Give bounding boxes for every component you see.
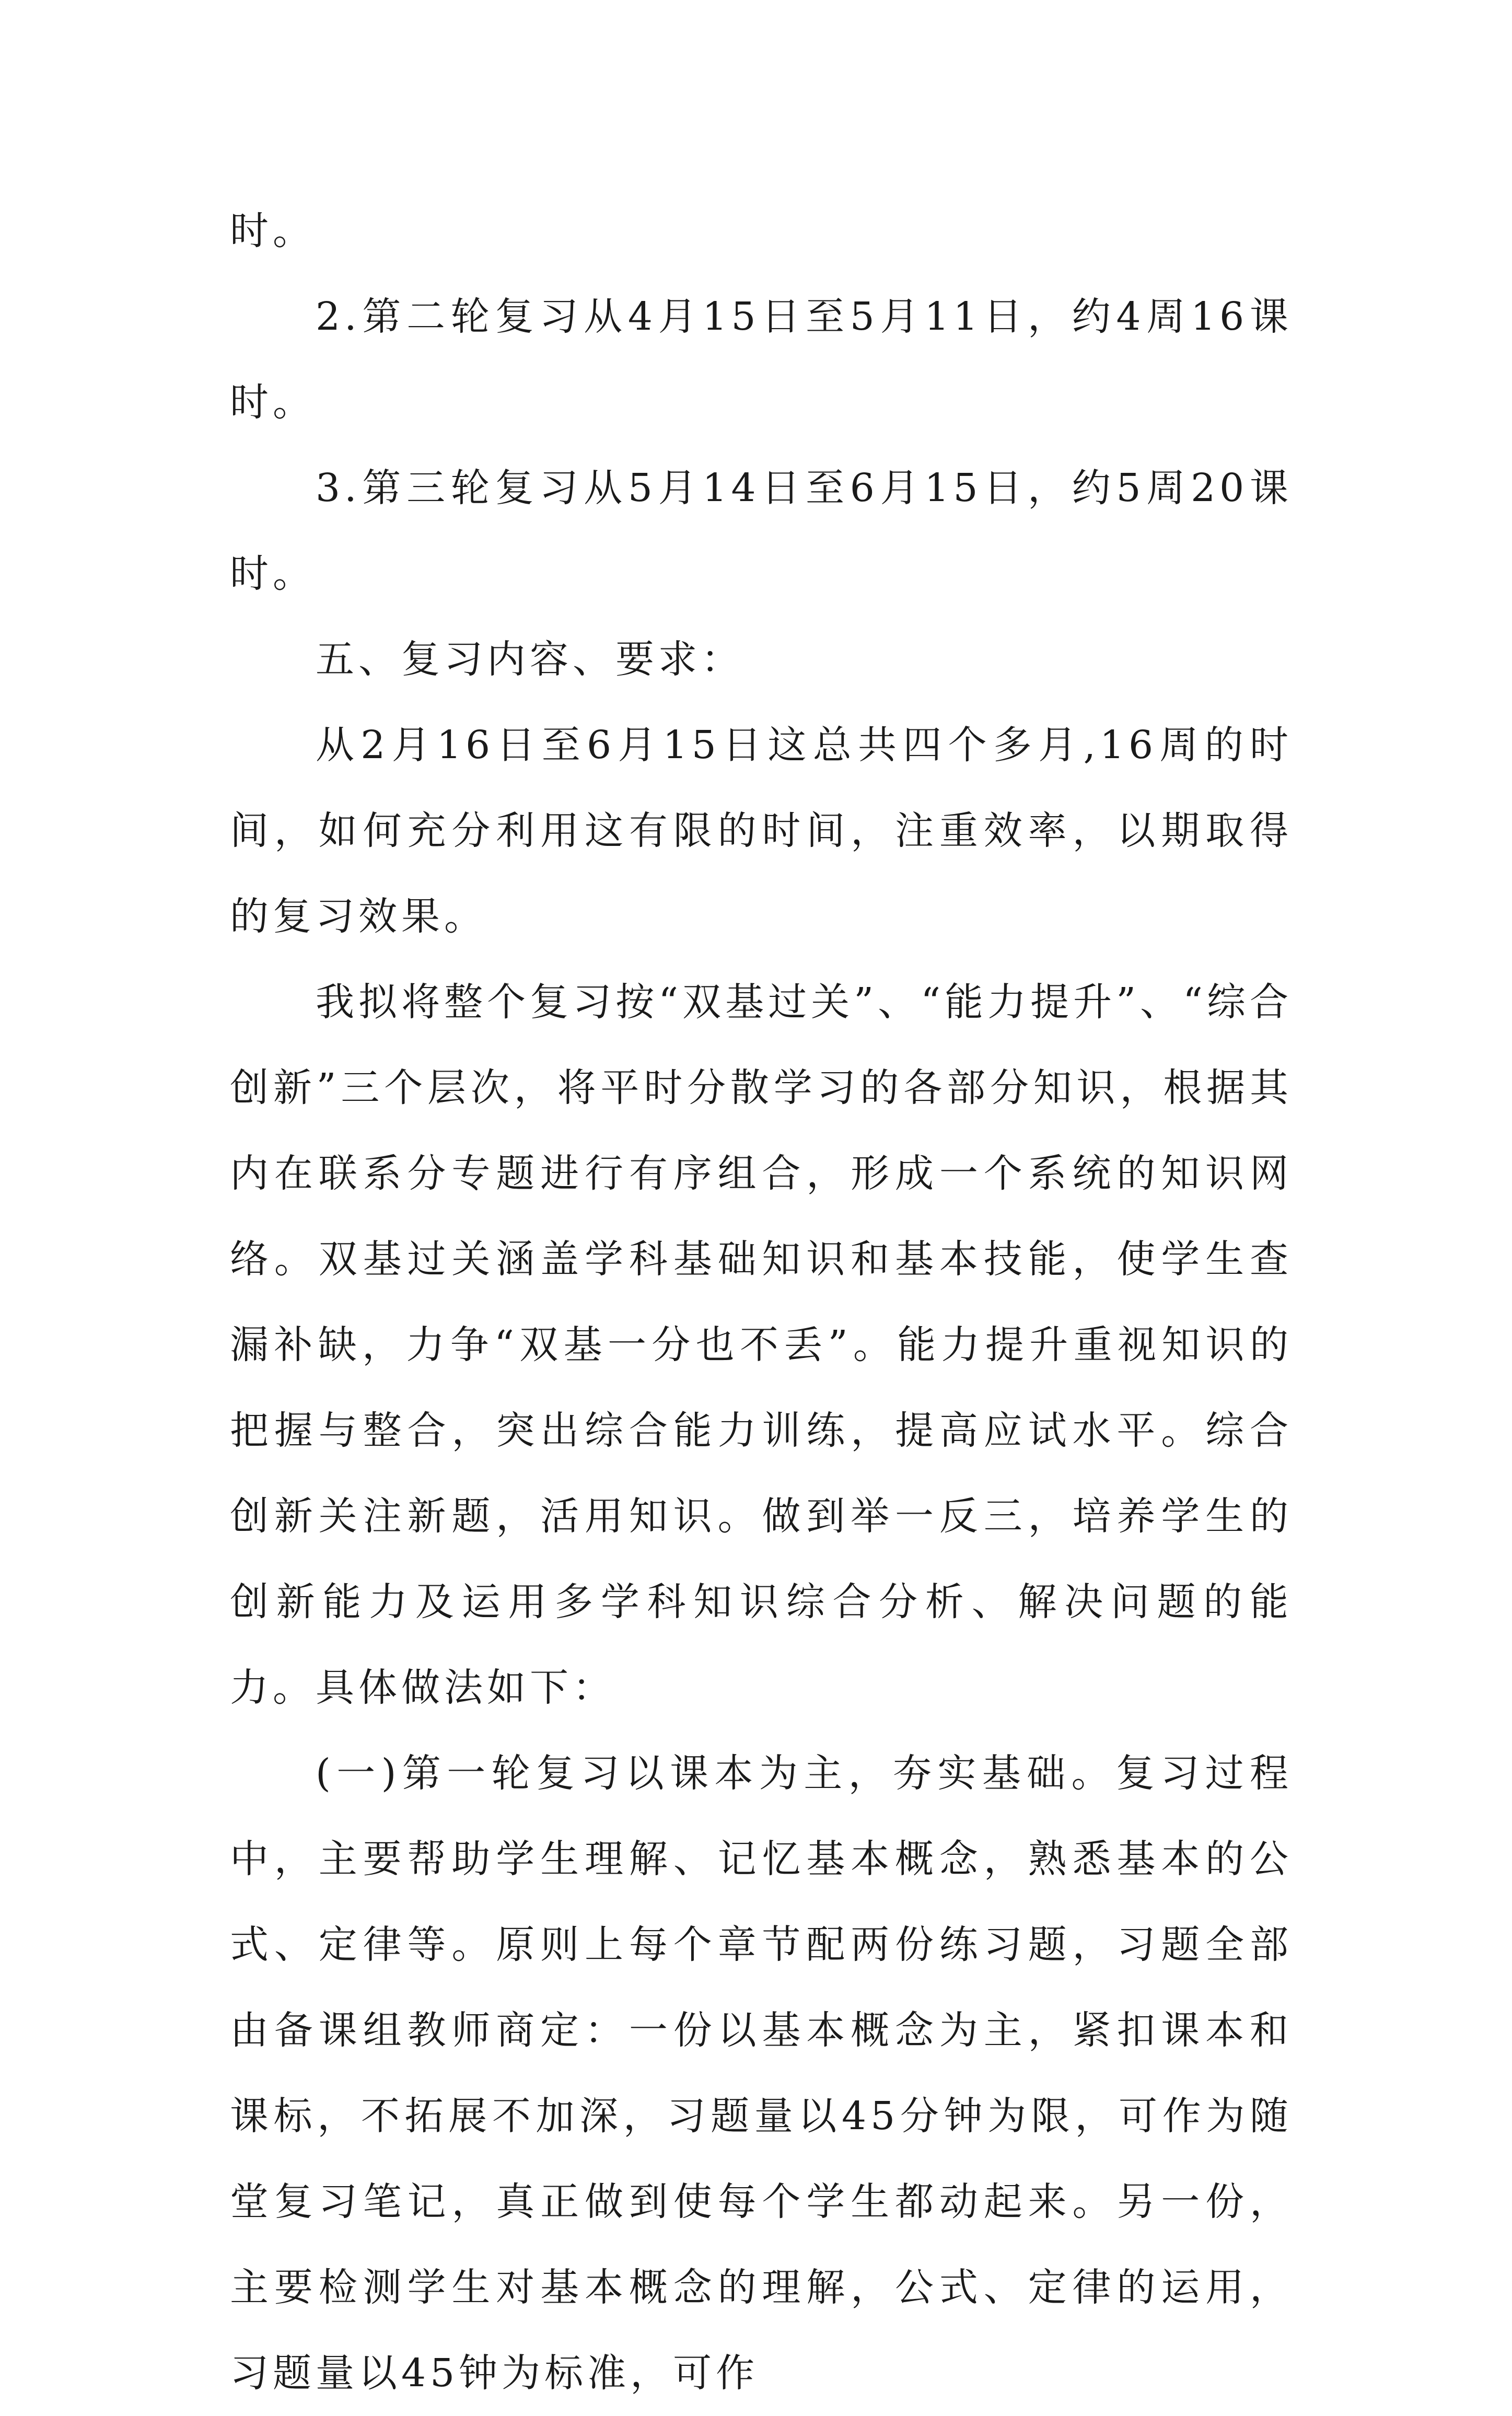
document-body xyxy=(230,188,1293,2416)
paragraph-continuation: 时。 xyxy=(230,208,316,253)
paragraph-third-round: 3.第三轮复习从5月14日至6月15日，约5周20课时。 xyxy=(230,466,1293,596)
paragraph-review-levels: 我拟将整个复习按“双基过关”、“能力提升”、“综合创新”三个层次，将平时分散学习的各部分知识，根据其内在联系分专题进行有序组合，形成一个系统的知识网络。双基过关涵盖学科基础知识和基本技能，使学生查漏补缺，力争“双基一分也不丢”。能力提升重视知识的把握与整合，突出综合能力训练，提高应试水平。综合创新关注新题，活用知识。做到举一反三，培养学生的创新能力及运用多学科知识综合分析、解决问题的能力。具体做法如下： xyxy=(230,980,1293,1710)
paragraph-first-round-detail: (一)第一轮复习以课本为主，夯实基础。复习过程中，主要帮助学生理解、记忆基本概念，熟悉基本的公式、定律等。原则上每个章节配两份练习题，习题全部由备课组教师商定：一份以基本概念为主，紧扣课本和课标，不拓展不加深，习题量以45分钟为限，可作为随堂复习笔记，真正做到使每个学生都动起来。另一份，主要检测学生对基本概念的理解，公式、定律的运用，习题量以45钟为标准，可作 xyxy=(230,1751,1293,2396)
paragraph-time-overview: 从2月16日至6月15日这总共四个多月,16周的时间，如何充分利用这有限的时间，注重效率，以期取得的复习效果。 xyxy=(230,723,1293,939)
section-heading-review-content: 五、复习内容、要求： xyxy=(316,637,744,682)
paragraph-second-round: 2.第二轮复习从4月15日至5月11日，约4周16课时。 xyxy=(230,294,1293,425)
